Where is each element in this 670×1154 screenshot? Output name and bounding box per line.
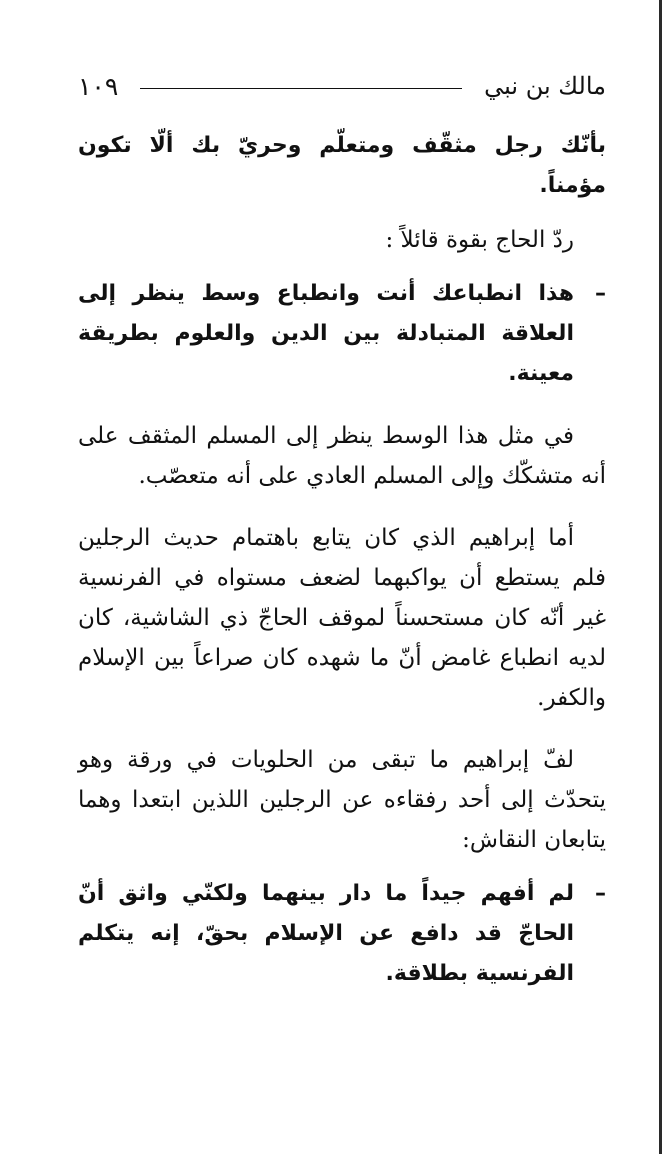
paragraph-text: لفّ إبراهيم ما تبقى من الحلويات في ورقة وهو يتحدّث إلى أحد رفقاءه عن الرجلين اللذين ابتعدا وهما يتابعان النقاش:	[78, 747, 606, 853]
paragraph-text: بأنّك رجل مثقّف ومتعلّم وحريّ بك ألّا تكون مؤمناً.	[78, 133, 606, 198]
paragraph-narration	[78, 518, 606, 718]
header-rule	[140, 88, 462, 89]
paragraph-narration	[78, 220, 606, 260]
page-body	[78, 126, 606, 1008]
dialogue-line	[78, 874, 606, 994]
paragraph-text: في مثل هذا الوسط ينظر إلى المسلم المثقف على أنه متشكّك وإلى المسلم العادي على أنه متعصّب.	[78, 423, 606, 489]
page-header	[78, 66, 606, 106]
dialogue-dash: –	[595, 881, 606, 906]
running-title: مالك بن نبي	[484, 72, 606, 100]
dialogue-line	[78, 274, 606, 394]
paragraph-narration	[78, 416, 606, 496]
page-number: ١٠٩	[78, 71, 119, 101]
paragraph-text: أما إبراهيم الذي كان يتابع باهتمام حديث الرجلين فلم يستطع أن يواكبهما لضعف مستواه في الفرنسية غير أنّه كان مستحسناً لموقف الحاجّ ذي الشاشية، كان لديه انطباع غامض أنّ ما شهده كان صراعاً بين الإسلام والكفر.	[78, 525, 606, 711]
paragraph-text: ردّ الحاج بقوة قائلاً :	[385, 227, 574, 253]
dialogue-dash: –	[595, 281, 606, 306]
page-edge-line	[659, 0, 662, 1154]
paragraph-continuation	[78, 126, 606, 206]
paragraph-text: لم أفهم جيداً ما دار بينهما ولكنّي واثق أنّ الحاجّ قد دافع عن الإسلام بحقّ، إنه يتكلم الفرنسية بطلاقة.	[78, 881, 574, 986]
paragraph-narration	[78, 740, 606, 860]
paragraph-text: هذا انطباعك أنت وانطباع وسط ينظر إلى العلاقة المتبادلة بين الدين والعلوم بطريقة معينة.	[78, 281, 574, 386]
